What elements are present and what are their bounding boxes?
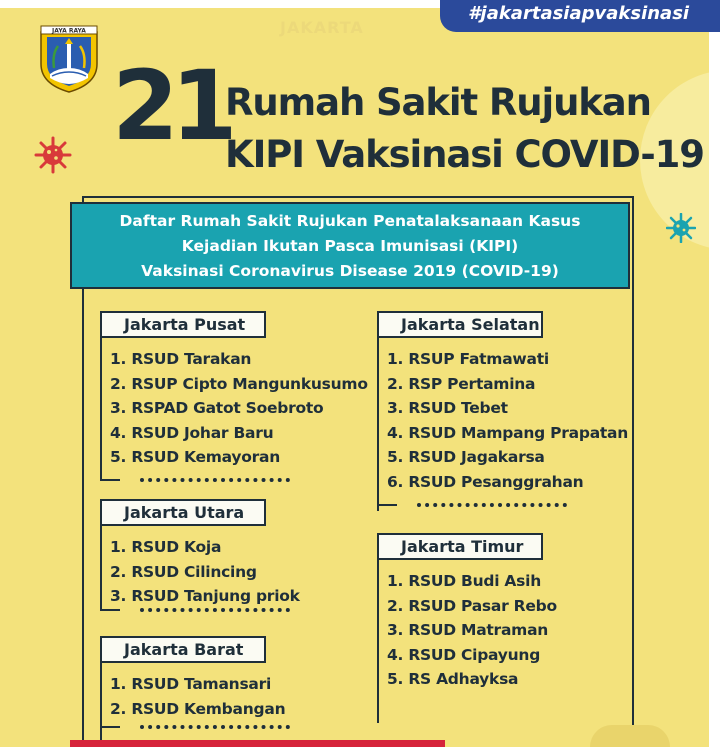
region-label: Jakarta Utara <box>100 499 266 526</box>
title-line-1: Rumah Sakit Rujukan <box>225 81 651 124</box>
dotted-divider <box>140 608 290 612</box>
hashtag-badge: #jakartasiapvaksinasi <box>440 0 720 32</box>
region-label: Jakarta Barat <box>100 636 266 663</box>
title-line-2: KIPI Vaksinasi COVID-19 <box>225 133 704 176</box>
virus-teal-icon <box>666 213 696 243</box>
list-item: 3. RSUD Tanjung priok <box>110 587 300 605</box>
list-item: 2. RSUP Cipto Mangunkusumo <box>110 374 368 393</box>
region-label: Jakarta Selatan <box>377 311 543 338</box>
dotted-divider <box>140 478 290 482</box>
list-item: 2. RSP Pertamina <box>387 374 536 393</box>
list-item: 3. RSUD Tebet <box>387 399 508 417</box>
list-item: 5. RS Adhayksa <box>387 670 519 688</box>
banner-line-1: Daftar Rumah Sakit Rujukan Penatalaksanaan Kasus <box>119 212 581 230</box>
list-item: 2. RSUD Pasar Rebo <box>387 596 557 615</box>
right-border <box>709 0 720 747</box>
list-item: 5. RSUD Kemayoran <box>110 448 281 466</box>
hospital-list <box>110 347 368 470</box>
list-item: 4. RSUD Cipayung <box>387 645 541 664</box>
title-number: 21 <box>112 50 230 162</box>
list-item: 1. RSUD Budi Asih <box>387 572 541 590</box>
hospital-list <box>110 535 300 609</box>
virus-red-icon <box>34 136 72 174</box>
banner-line-3: Vaksinasi Coronavirus Disease 2019 (COVID-19) <box>141 262 559 280</box>
region-label: Jakarta Pusat <box>100 311 266 338</box>
list-item: 1. RSUP Fatmawati <box>387 350 549 368</box>
decorative-shape <box>590 725 670 747</box>
list-item: 5. RSUD Jagakarsa <box>387 448 545 466</box>
list-item: 3. RSPAD Gatot Soebroto <box>110 399 324 417</box>
list-item: 1. RSUD Tarakan <box>110 350 252 368</box>
list-item: 4. RSUD Mampang Prapatan <box>387 423 629 442</box>
hospital-list <box>387 347 628 494</box>
list-item: 3. RSUD Matraman <box>387 621 549 639</box>
list-item: 2. RSUD Cilincing <box>110 562 257 581</box>
background-text: JAKARTA <box>280 18 364 37</box>
list-item: 1. RSUD Koja <box>110 538 222 556</box>
hospital-list <box>387 569 557 692</box>
dotted-divider <box>417 503 567 507</box>
list-item: 1. RSUD Tamansari <box>110 675 272 693</box>
info-banner <box>70 202 630 289</box>
list-item: 6. RSUD Pesanggrahan <box>387 472 584 491</box>
jakarta-emblem-icon <box>38 24 100 94</box>
region-label: Jakarta Timur <box>377 533 543 560</box>
emblem-motto: JAYA RAYA <box>52 27 86 35</box>
list-item: 4. RSUD Johar Baru <box>110 423 274 442</box>
hospital-list <box>110 672 285 721</box>
red-accent-bar <box>70 740 445 747</box>
list-item: 2. RSUD Kembangan <box>110 699 286 718</box>
banner-line-2: Kejadian Ikutan Pasca Imunisasi (KIPI) <box>181 237 519 255</box>
dotted-divider <box>140 725 290 729</box>
